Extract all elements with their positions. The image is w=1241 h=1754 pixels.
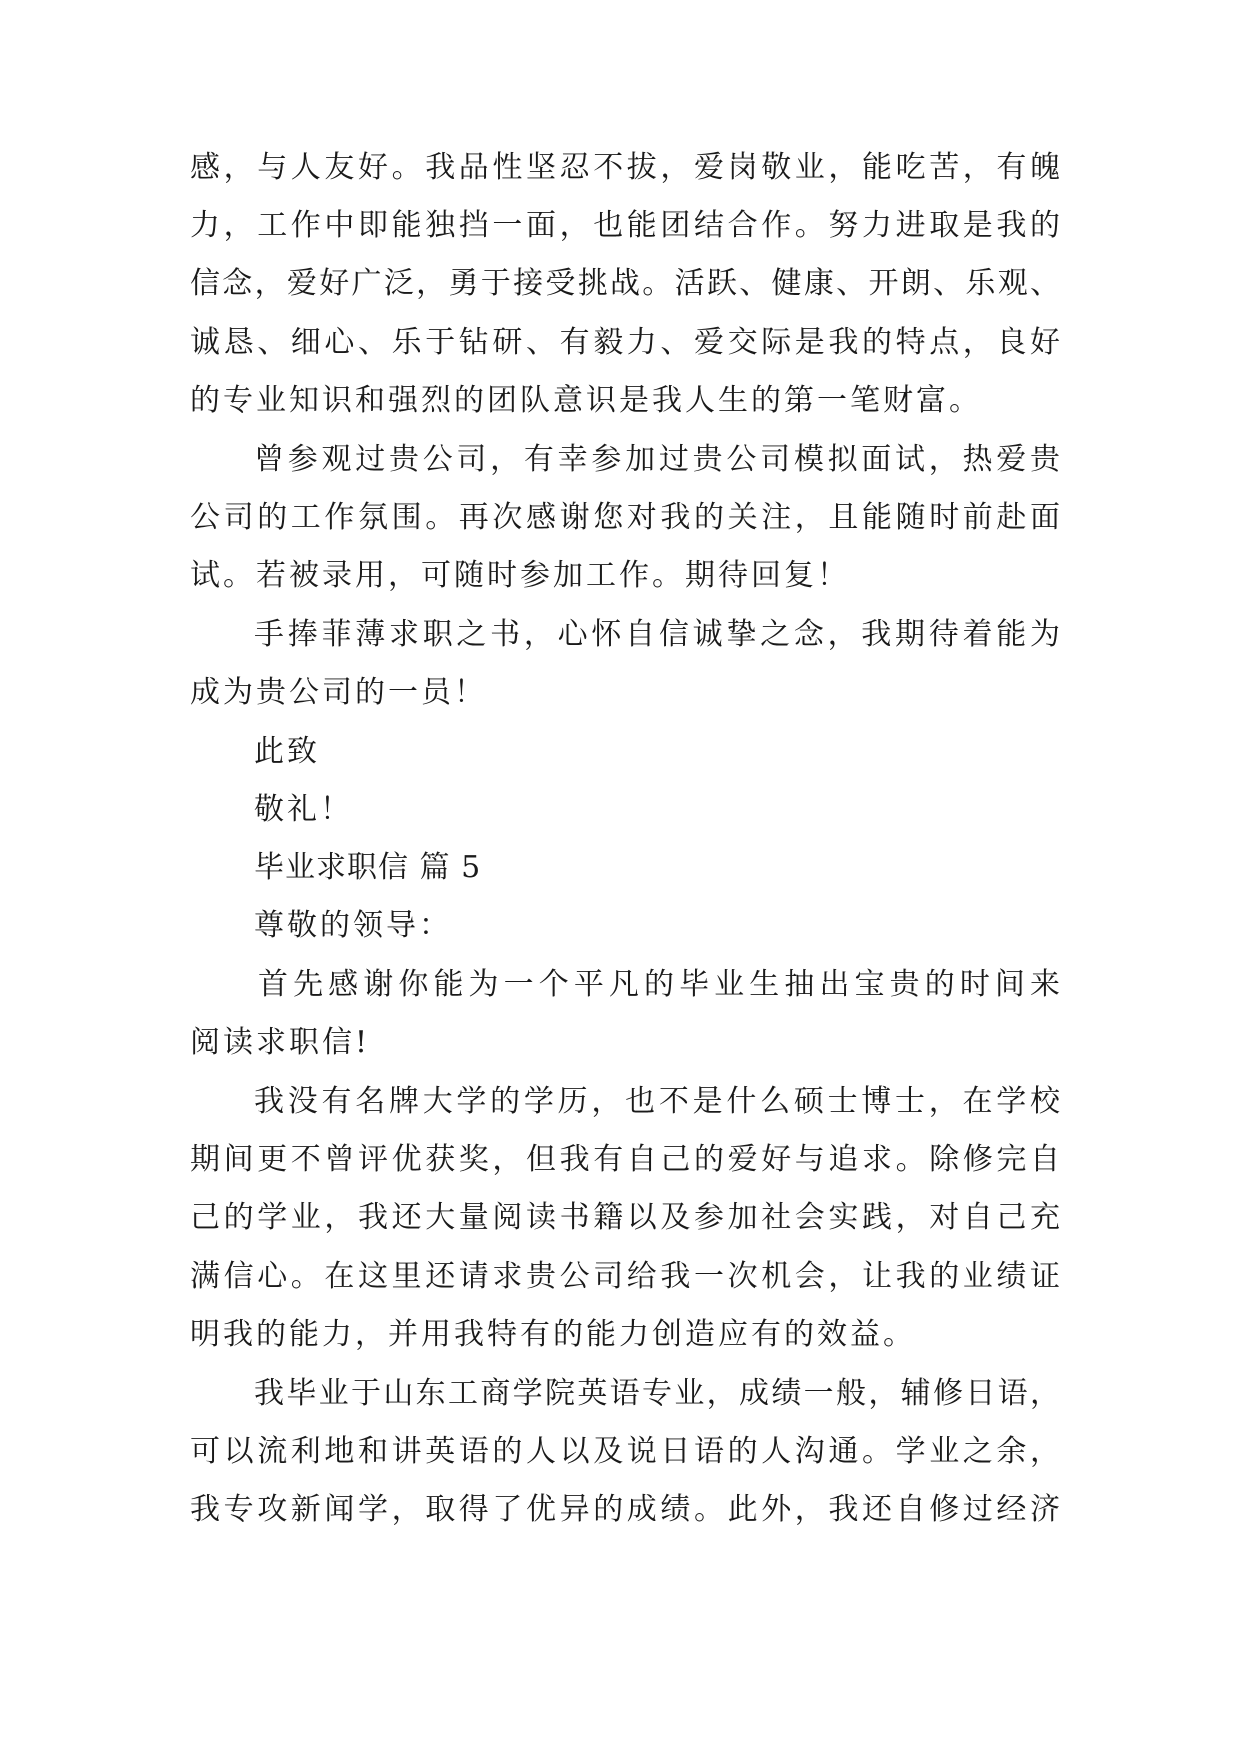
text-line: 试。若被录用，可随时参加工作。期待回复！ — [190, 558, 850, 593]
paragraph-first-line: 我没有名牌大学的学历，也不是什么硕士博士，在学校 — [254, 1084, 1060, 1119]
text-line: 期间更不曾评优获奖，但我有自己的爱好与追求。除修完自 — [190, 1142, 1060, 1177]
text-line: 感，与人友好。我品性坚忍不拔，爱岗敬业，能吃苦，有魄 — [190, 150, 1060, 185]
text-line: 阅读求职信! — [190, 1025, 371, 1060]
paragraph-first-line: 手捧菲薄求职之书，心怀自信诚挚之念，我期待着能为 — [254, 617, 1060, 652]
text-line: 信念，爱好广泛，勇于接受挑战。活跃、健康、开朗、乐观、 — [190, 266, 1060, 301]
text-line: 我专攻新闻学，取得了优异的成绩。此外，我还自修过经济 — [190, 1492, 1060, 1527]
paragraph-first-line: 首先感谢你能为一个平凡的毕业生抽出宝贵的时间来 — [258, 967, 1060, 1002]
text-line: 明我的能力，并用我特有的能力创造应有的效益。 — [190, 1317, 916, 1352]
text-line: 的专业知识和强烈的团队意识是我人生的第一笔财富。 — [190, 383, 982, 418]
letter-greeting: 尊敬的领导： — [254, 908, 452, 943]
closing-regards: 敬礼！ — [254, 792, 353, 827]
paragraph-first-line: 曾参观过贵公司，有幸参加过贵公司模拟面试，热爱贵 — [254, 442, 1060, 477]
text-line: 成为贵公司的一员！ — [190, 675, 487, 710]
text-line: 诚恳、细心、乐于钻研、有毅力、爱交际是我的特点，良好 — [190, 325, 1060, 360]
text-line: 公司的工作氛围。再次感谢您对我的关注，且能随时前赴面 — [190, 500, 1060, 535]
section-heading: 毕业求职信 篇 5 — [254, 850, 482, 885]
text-line: 满信心。在这里还请求贵公司给我一次机会，让我的业绩证 — [190, 1259, 1060, 1294]
paragraph-first-line: 我毕业于山东工商学院英语专业，成绩一般，辅修日语， — [254, 1376, 1060, 1411]
text-line: 己的学业，我还大量阅读书籍以及参加社会实践，对自己充 — [190, 1200, 1060, 1235]
text-line: 力，工作中即能独挡一面，也能团结合作。努力进取是我的 — [190, 208, 1060, 243]
closing-salutation: 此致 — [254, 734, 320, 769]
text-line: 可以流利地和讲英语的人以及说日语的人沟通。学业之余， — [190, 1434, 1060, 1469]
